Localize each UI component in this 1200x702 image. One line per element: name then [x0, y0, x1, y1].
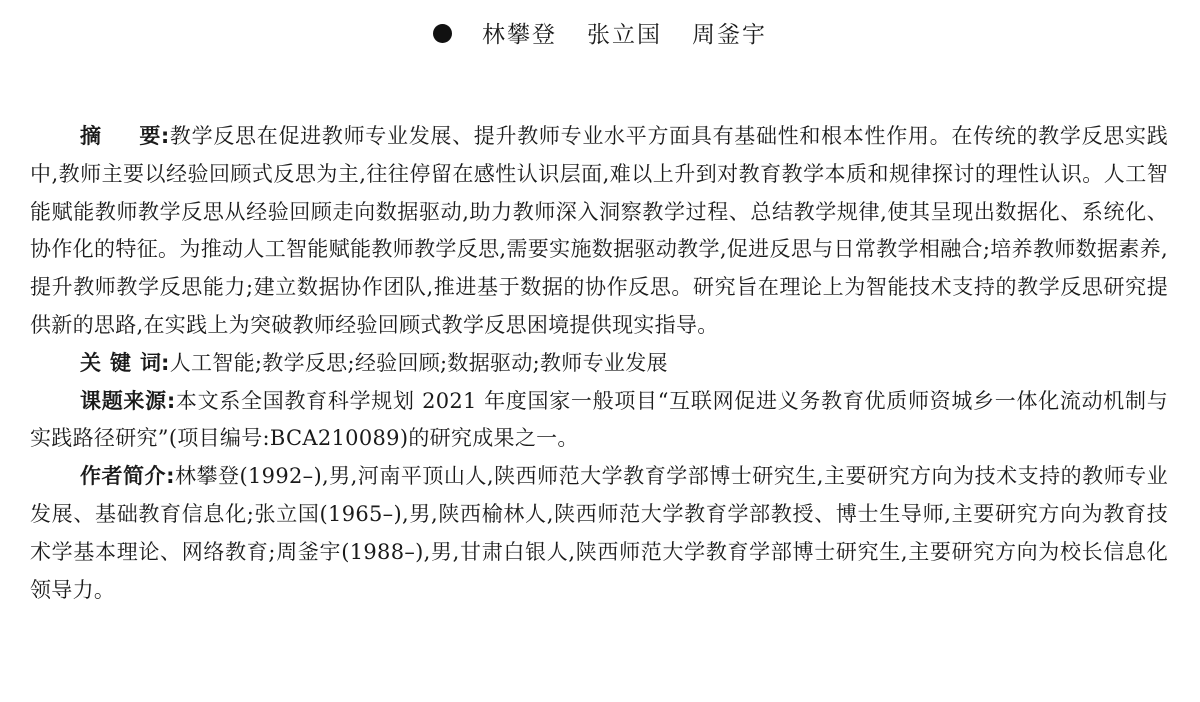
bullet-icon	[433, 24, 452, 43]
keywords-colon: :	[161, 350, 170, 375]
abstract-colon: :	[160, 124, 170, 148]
abstract-paragraph	[30, 118, 1168, 345]
keywords-paragraph	[30, 345, 1168, 383]
author-name: 张立国	[587, 22, 662, 48]
keywords-label: 关键词	[80, 350, 161, 375]
abstract-label: 摘要	[80, 124, 161, 148]
abstract-text: 教学反思在促进教师专业发展、提升教师专业水平方面具有基础性和根本性作用。在传统的教学反思实践中,教师主要以经验回顾式反思为主,往往停留在感性认识层面,难以上升到对教育教学本质和规律探讨的理性认识。人工智能赋能教师教学反思从经验回顾走向数据驱动,助力教师深入洞察教学过程、总结教学规律,使其呈现出数据化、系统化、协作化的特征。为推动人工智能赋能教师教学反思,需要实施数据驱动教学,促进反思与日常教学相融合;培养教师数据素养,提升教师教学反思能力;建立数据协作团队,推进基于数据的协作反思。研究旨在理论上为智能技术支持的教学反思研究提供新的思路,在实践上为突破教师经验回顾式教学反思困境提供现实指导。	[30, 124, 1168, 337]
author-name: 周釜宇	[692, 22, 767, 48]
abstract-block	[30, 118, 1168, 609]
author-bio-label: 作者简介	[80, 464, 167, 489]
author-line	[0, 18, 1200, 52]
funding-colon: :	[166, 388, 176, 413]
author-bio-colon: :	[166, 464, 175, 489]
author-bio-text: 林攀登(1992–),男,河南平顶山人,陕西师范大学教育学部博士研究生,主要研究方向为技术支持的教师专业发展、基础教育信息化;张立国(1965–),男,陕西榆林人,陕西师范大学教育学部教授、博士生导师,主要研究方向为教育技术学基本理论、网络教育;周釜宇(1988–),男,甘肃白银人,陕西师范大学教育学部博士研究生,主要研究方向为校长信息化领导力。	[30, 464, 1168, 602]
author-name: 林攀登	[482, 22, 557, 48]
funding-text: 本文系全国教育科学规划 2021 年度国家一般项目“互联网促进义务教育优质师资城乡一体化流动机制与实践路径研究”(项目编号:BCA210089)的研究成果之一。	[30, 388, 1168, 451]
funding-label: 课题来源	[80, 388, 167, 413]
keywords-text: 人工智能;教学反思;经验回顾;数据驱动;教师专业发展	[169, 350, 668, 375]
funding-paragraph	[30, 383, 1168, 459]
author-bio-paragraph	[30, 458, 1168, 609]
